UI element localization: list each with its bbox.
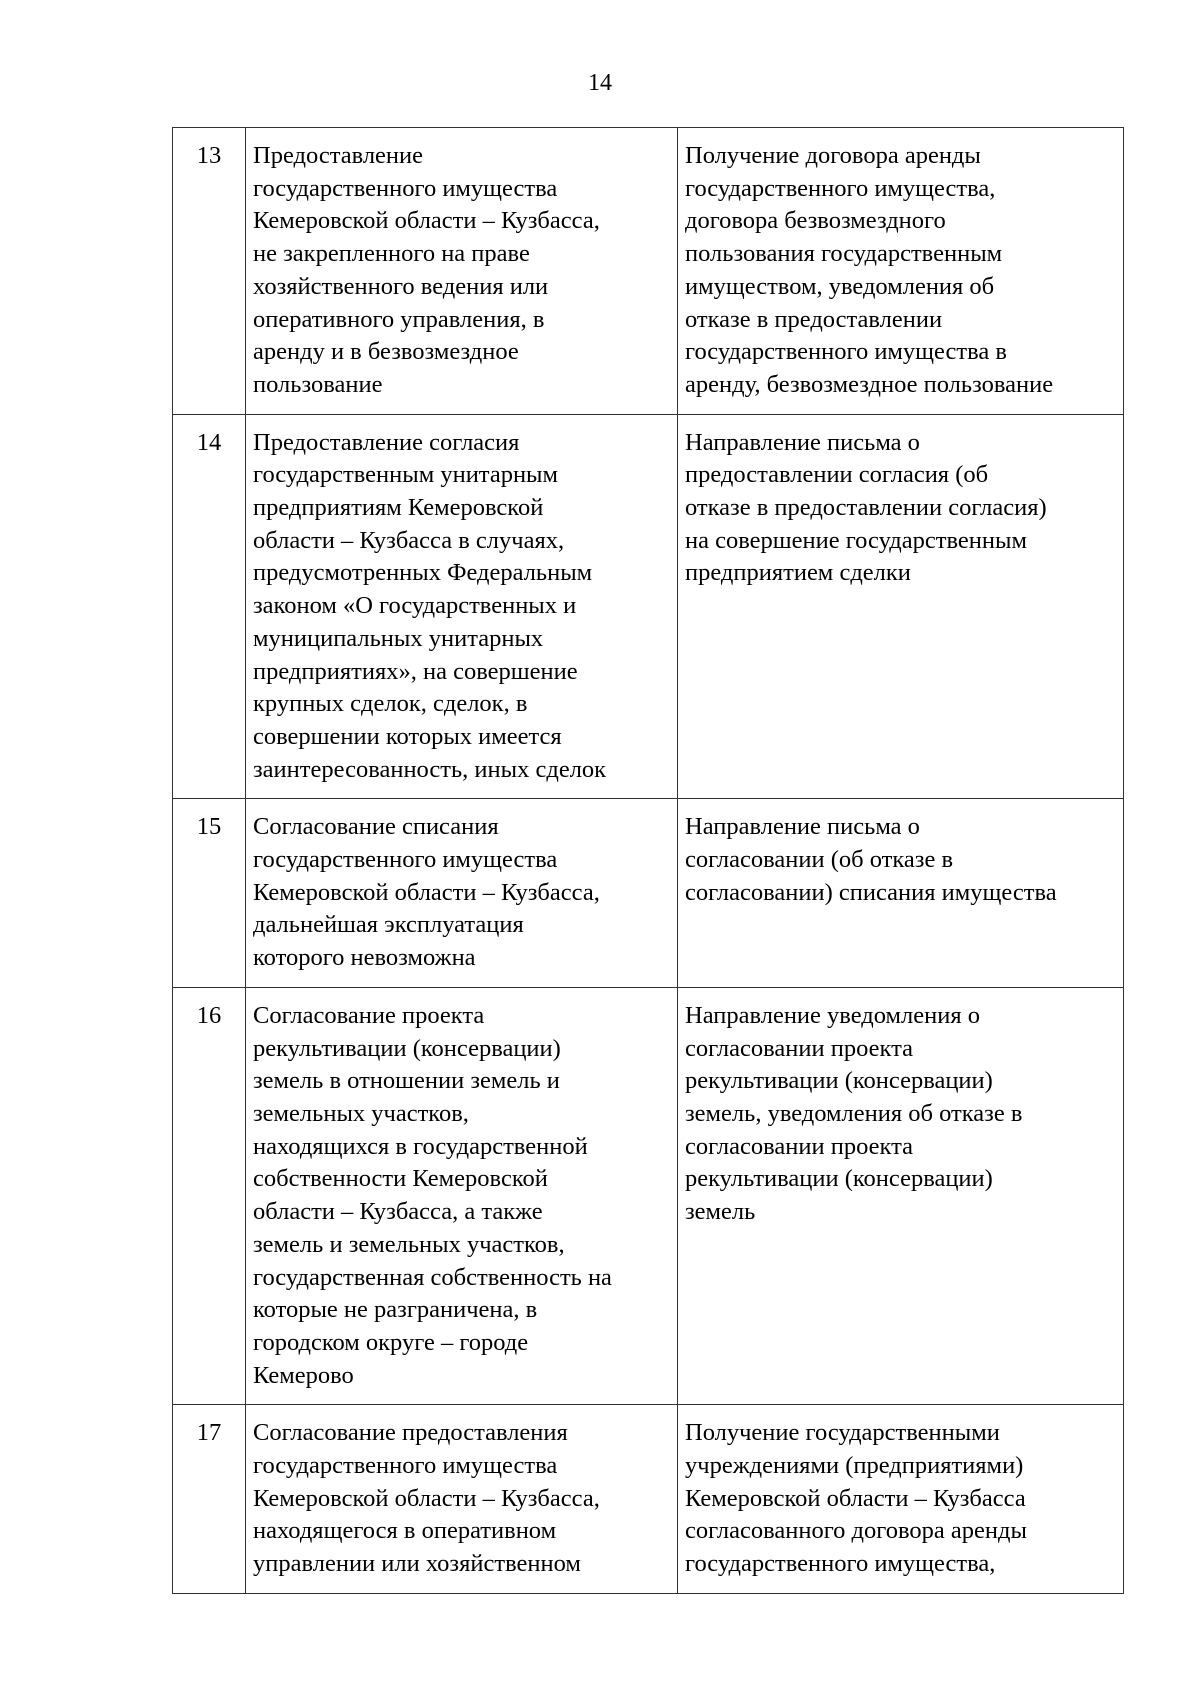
service-result-line: Кемеровской области – Кузбасса bbox=[685, 1484, 1026, 1512]
service-result-line: рекультивации (консервации) bbox=[685, 1165, 993, 1193]
service-name-line: государственного имущества bbox=[253, 174, 558, 202]
service-name-line: Кемеровской области – Кузбасса, bbox=[253, 207, 600, 235]
service-name-line: которого невозможна bbox=[253, 944, 476, 972]
table-row bbox=[173, 128, 1124, 415]
service-result-line: государственного имущества в bbox=[685, 338, 1007, 366]
row-number: 16 bbox=[173, 987, 246, 1404]
service-result-line: учреждениями (предприятиями) bbox=[685, 1452, 1024, 1480]
service-name-line: земельных участков, bbox=[253, 1099, 469, 1127]
service-name-line: заинтересованность, иных сделок bbox=[253, 755, 607, 783]
service-name-line: аренду и в безвозмездное bbox=[253, 338, 519, 366]
service-name-line: рекультивации (консервации) bbox=[253, 1034, 561, 1062]
service-result-line: договора безвозмездного bbox=[685, 207, 946, 235]
services-table bbox=[172, 127, 1124, 1594]
service-name-line: Кемеровской области – Кузбасса, bbox=[253, 878, 600, 906]
service-result-line: земель, уведомления об отказе в bbox=[685, 1099, 1023, 1127]
service-name-cell bbox=[246, 987, 678, 1404]
service-name-line: дальнейшая эксплуатация bbox=[253, 911, 524, 939]
service-result-line: Получение государственными bbox=[685, 1419, 1000, 1447]
service-name-line: муниципальных унитарных bbox=[253, 624, 544, 652]
row-number: 15 bbox=[173, 799, 246, 988]
service-result-cell bbox=[678, 1405, 1124, 1594]
service-result-line: Направление письма о bbox=[685, 428, 920, 456]
service-name-line: государственным унитарным bbox=[253, 461, 559, 489]
service-result-cell bbox=[678, 799, 1124, 988]
service-name-line: пользование bbox=[253, 370, 383, 398]
row-number: 14 bbox=[173, 414, 246, 799]
service-name-line: государственная собственность на bbox=[253, 1263, 612, 1291]
service-result-line: аренду, безвозмездное пользование bbox=[685, 370, 1054, 398]
service-result-cell bbox=[678, 414, 1124, 799]
service-name-cell bbox=[246, 414, 678, 799]
service-result-line: Получение договора аренды bbox=[685, 142, 981, 169]
service-result-cell bbox=[678, 987, 1124, 1404]
service-result-line: согласованного договора аренды bbox=[685, 1517, 1027, 1545]
service-name-line: Согласование предоставления bbox=[253, 1419, 568, 1447]
service-result-line: предприятием сделки bbox=[685, 559, 911, 587]
table-row bbox=[173, 414, 1124, 799]
service-name-cell bbox=[246, 1405, 678, 1594]
service-name-line: не закрепленного на праве bbox=[253, 240, 530, 268]
service-name-line: земель и земельных участков, bbox=[253, 1230, 565, 1258]
service-name-line: Согласование проекта bbox=[253, 1001, 485, 1029]
service-name-line: предусмотренных Федеральным bbox=[253, 559, 593, 587]
service-result-line: предоставлении согласия (об bbox=[685, 461, 989, 489]
service-result-line: согласовании (об отказе в bbox=[685, 846, 954, 874]
service-name-line: находящихся в государственной bbox=[253, 1132, 588, 1160]
service-name-line: государственного имущества bbox=[253, 846, 558, 874]
service-name-line: области – Кузбасса в случаях, bbox=[253, 526, 565, 554]
service-name-line: оперативного управления, в bbox=[253, 305, 545, 333]
service-name-line: управлении или хозяйственном bbox=[253, 1550, 581, 1578]
service-name-line: Кемеровской области – Кузбасса, bbox=[253, 1484, 600, 1512]
service-name-line: находящегося в оперативном bbox=[253, 1517, 557, 1545]
service-result-line: Направление письма о bbox=[685, 813, 920, 841]
service-name-line: хозяйственного ведения или bbox=[253, 272, 549, 300]
service-result-line: согласовании проекта bbox=[685, 1034, 913, 1062]
service-name-line: земель в отношении земель и bbox=[253, 1067, 560, 1095]
table-row bbox=[173, 1405, 1124, 1594]
service-name-line: Предоставление согласия bbox=[253, 428, 520, 456]
service-result-cell bbox=[678, 128, 1124, 415]
service-result-line: на совершение государственным bbox=[685, 526, 1027, 554]
service-result-line: имуществом, уведомления об bbox=[685, 272, 995, 300]
service-result-line: государственного имущества, bbox=[685, 174, 996, 202]
service-result-line: земель bbox=[685, 1198, 756, 1226]
service-name-line: предприятиях», на совершение bbox=[253, 657, 578, 685]
service-name-line: собственности Кемеровской bbox=[253, 1165, 548, 1193]
table-body bbox=[173, 128, 1124, 1594]
service-name-line: предприятиям Кемеровской bbox=[253, 494, 544, 522]
service-name-line: законом «О государственных и bbox=[253, 592, 577, 620]
service-name-line: городском округе – городе bbox=[253, 1328, 529, 1356]
service-name-line: Предоставление bbox=[253, 142, 424, 169]
service-result-line: согласовании) списания имущества bbox=[685, 878, 1057, 906]
service-name-line: области – Кузбасса, а также bbox=[253, 1198, 543, 1226]
row-number: 13 bbox=[173, 128, 246, 415]
service-result-line: государственного имущества, bbox=[685, 1550, 996, 1578]
row-number: 17 bbox=[173, 1405, 246, 1594]
page-number: 14 bbox=[588, 70, 612, 96]
service-name-line: государственного имущества bbox=[253, 1452, 558, 1480]
service-name-line: крупных сделок, сделок, в bbox=[253, 690, 528, 718]
service-result-line: пользования государственным bbox=[685, 240, 1003, 268]
table-row bbox=[173, 987, 1124, 1404]
service-result-line: согласовании проекта bbox=[685, 1132, 913, 1160]
service-name-line: совершении которых имеется bbox=[253, 722, 562, 750]
table-row bbox=[173, 799, 1124, 988]
service-result-line: Направление уведомления о bbox=[685, 1001, 980, 1029]
service-name-line: Кемерово bbox=[253, 1361, 354, 1389]
service-name-line: которые не разграничена, в bbox=[253, 1296, 538, 1324]
service-name-cell bbox=[246, 128, 678, 415]
service-name-cell bbox=[246, 799, 678, 988]
service-result-line: отказе в предоставлении bbox=[685, 305, 943, 333]
service-result-line: рекультивации (консервации) bbox=[685, 1067, 993, 1095]
service-result-line: отказе в предоставлении согласия) bbox=[685, 494, 1047, 522]
service-name-line: Согласование списания bbox=[253, 813, 499, 841]
